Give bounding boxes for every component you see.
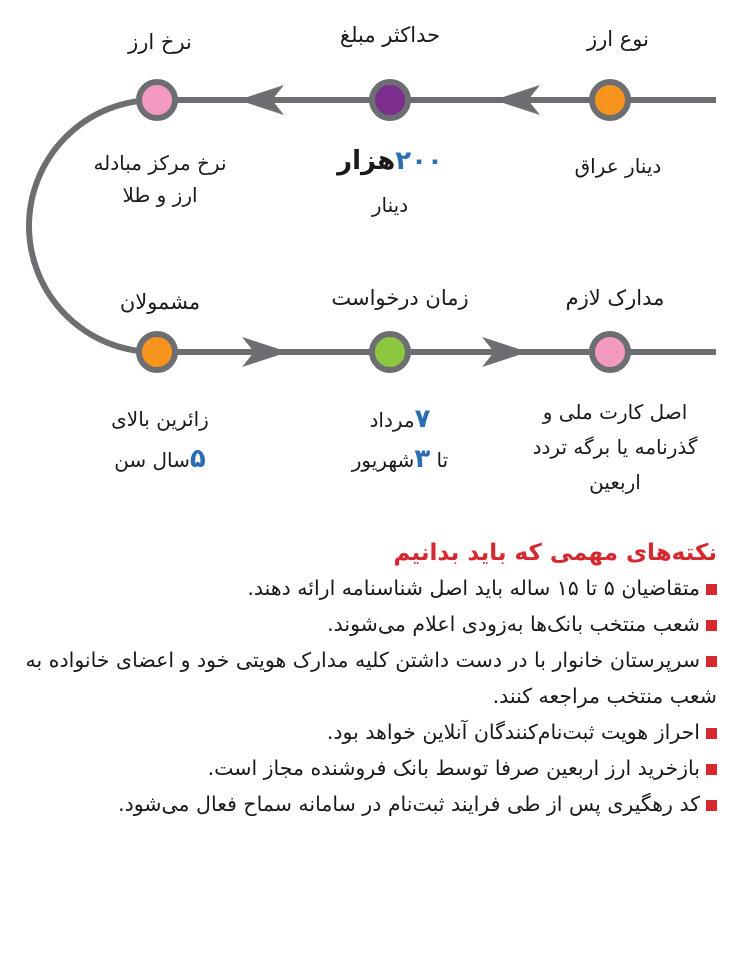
exchange-rate-node: [139, 82, 175, 118]
max-amount-unit: دینار: [371, 193, 409, 217]
request-time-node: [372, 334, 408, 370]
exchange-rate-value-2: ارز و طلا: [122, 183, 198, 207]
bullet-square-icon: [706, 656, 717, 667]
request-time-value-1: ۷مرداد: [369, 404, 431, 434]
documents-title: مدارک لازم: [565, 286, 665, 310]
max-amount-title: حداکثر مبلغ: [339, 23, 441, 47]
note-item: احراز هویت ثبت‌نام‌کنندگان آنلاین خواهد بود.: [17, 714, 717, 750]
notes-heading: نکته‌های مهمی که باید بدانیم: [393, 540, 717, 566]
note-item: کد رهگیری پس از طی فرایند ثبت‌نام در سامانه سماح فعال می‌شود.: [17, 786, 717, 822]
bullet-square-icon: [706, 764, 717, 775]
bullet-square-icon: [706, 584, 717, 595]
note-item: متقاضیان ۵ تا ۱۵ ساله باید اصل شناسنامه ارائه دهند.: [17, 570, 717, 606]
documents-node: [592, 334, 628, 370]
documents-value-2: گذرنامه یا برگه تردد: [532, 435, 698, 459]
documents-value-3: اربعین: [589, 470, 641, 494]
eligible-node: [139, 334, 175, 370]
currency-type-value: دینار عراق: [574, 154, 662, 178]
request-time-value-2: تا ۳شهریور: [351, 444, 449, 474]
exchange-rate-value-1: نرخ مرکز مبادله: [93, 151, 227, 175]
max-amount-node: [372, 82, 408, 118]
eligible-title: مشمولان: [119, 290, 201, 314]
note-item: بازخرید ارز اربعین صرفا توسط بانک فروشنده مجاز است.: [17, 750, 717, 786]
currency-type-title: نوع ارز: [586, 27, 649, 51]
notes-section: [17, 540, 717, 822]
request-time-title: زمان درخواست: [331, 286, 469, 310]
bullet-square-icon: [706, 620, 717, 631]
bullet-square-icon: [706, 800, 717, 811]
note-item: شعب منتخب بانک‌ها به‌زودی اعلام می‌شوند.: [17, 606, 717, 642]
bullet-square-icon: [706, 728, 717, 739]
documents-value-1: اصل کارت ملی و: [542, 400, 688, 424]
eligible-value-2: ۵سال سن: [114, 444, 206, 474]
eligible-value-1: زائرین بالای: [111, 407, 209, 431]
currency-type-node: [592, 82, 628, 118]
exchange-rate-title: نرخ ارز: [128, 30, 192, 54]
max-amount-value: ۲۰۰هزار: [337, 146, 443, 176]
note-item: سرپرستان خانوار با در دست داشتن کلیه مدارک هویتی خود و اعضای خانواده به شعب منتخب مراجعه کنند.: [25, 648, 717, 708]
